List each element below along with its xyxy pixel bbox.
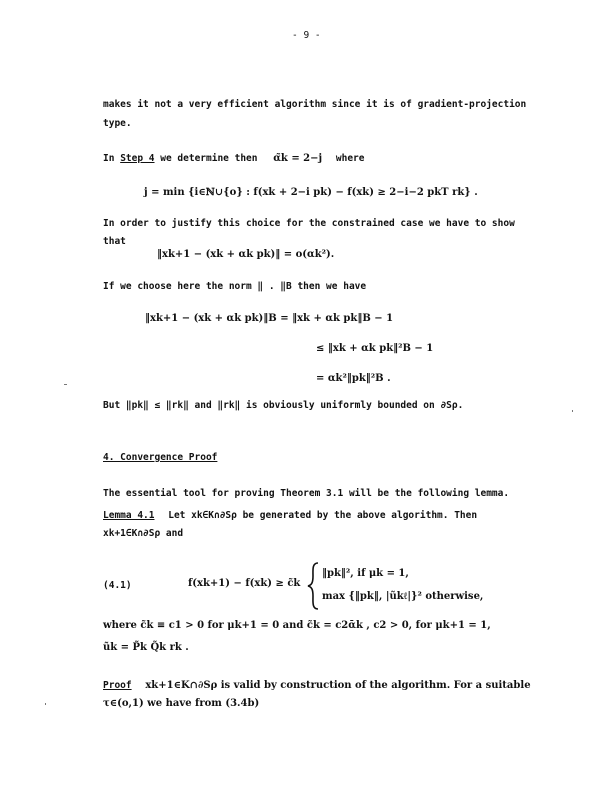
where-line: where c̃k ≡ c1 > 0 for μk+1 = 0 and c̃k = c2ᾱk , c2 > 0, for μk+1 = 1, bbox=[103, 620, 491, 631]
lemma-label: Lemma 4.1 bbox=[103, 510, 155, 521]
text-line: type. bbox=[103, 118, 132, 129]
scan-mark bbox=[64, 384, 67, 385]
j-equation: j = min {i∈ℕ∪{o} : f(xk + 2−i pk) − f(xk) ≥ 2−i−2 pkT rk} . bbox=[144, 187, 478, 198]
text-line: that bbox=[103, 236, 126, 247]
scan-mark bbox=[572, 410, 573, 412]
text-line: But ‖pk‖ ≤ ‖rk‖ and ‖rk‖ is obviously uniformly bounded on ∂Sρ. bbox=[103, 400, 464, 411]
equation-41-lhs: f(xk+1) − f(xk) ≥ c̃k bbox=[188, 578, 301, 589]
text-line: In order to justify this choice for the constrained case we have to show bbox=[103, 218, 515, 229]
case-two: max {‖pk‖, |ũkℓ|}² otherwise, bbox=[322, 591, 484, 602]
equation-number: (4.1) bbox=[103, 580, 132, 591]
step-reference: Step 4 bbox=[120, 153, 155, 164]
where-word: where bbox=[335, 153, 365, 164]
equation-line-b: ≤ ‖xk + αk pk‖²B − 1 bbox=[316, 343, 434, 354]
lemma-text-continued: xk+1∈K∩∂Sρ and bbox=[103, 528, 184, 539]
text-line: The essential tool for proving Theorem 3.1 will be the following lemma. bbox=[103, 488, 510, 499]
text-line: If we choose here the norm ‖ . ‖B then we have bbox=[103, 281, 367, 292]
lemma-line bbox=[103, 510, 477, 521]
step-suffix: we determine then bbox=[160, 153, 258, 164]
proof-text-continued: τ∈(o,1) we have from (3.4b) bbox=[103, 698, 260, 709]
lemma-text: Let xk∈K∩∂Sρ be generated by the above algorithm. Then bbox=[168, 510, 478, 521]
u-definition: ũk = P̃k Q̃k rk . bbox=[103, 642, 189, 653]
case-one: ‖pk‖², if μk = 1, bbox=[322, 568, 409, 579]
equation-line-a: ‖xk+1 − (xk + αk pk)‖B = ‖xk + αk pk‖B − 1 bbox=[145, 313, 394, 324]
step-prefix: In bbox=[103, 153, 115, 164]
page-number: - 9 - bbox=[292, 30, 321, 41]
text-line: makes it not a very efficient algorithm since it is of gradient-projection bbox=[103, 99, 527, 110]
curly-brace-icon bbox=[306, 562, 320, 610]
proof-line bbox=[103, 680, 531, 691]
proof-label: Proof bbox=[103, 680, 132, 691]
alpha-equation: α̃k = 2−j bbox=[273, 153, 323, 164]
proof-text: xk+1∈K∩∂Sρ is valid by construction of the algorithm. For a suitable bbox=[145, 680, 531, 691]
section-title: 4. Convergence Proof bbox=[103, 452, 218, 463]
norm-equation: ‖xk+1 − (xk + αk pk)‖ = o(αk²). bbox=[157, 249, 335, 260]
equation-line-c: = αk²‖pk‖²B . bbox=[316, 373, 391, 384]
scan-mark bbox=[45, 703, 46, 705]
step-line bbox=[103, 153, 364, 164]
